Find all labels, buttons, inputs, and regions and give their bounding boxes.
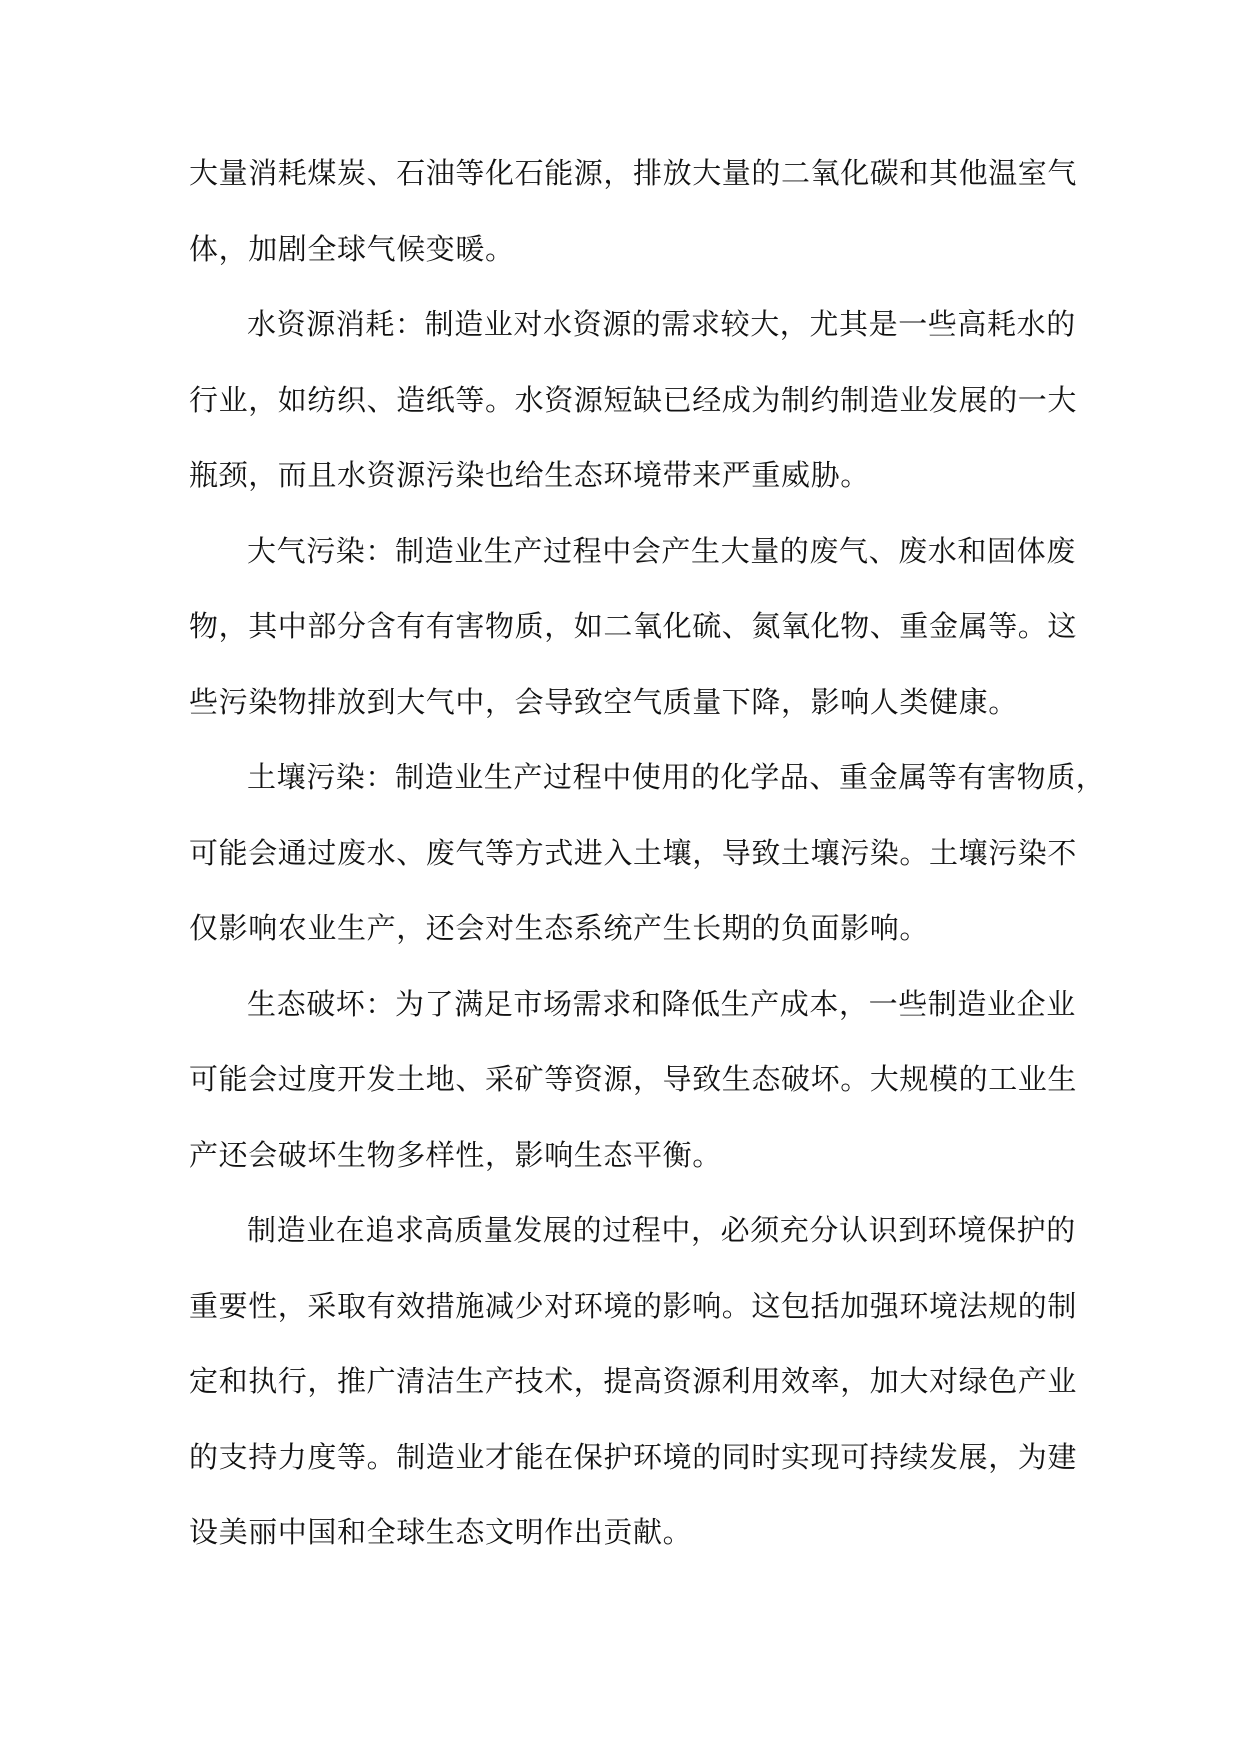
text-line: 行业，如纺织、造纸等。水资源短缺已经成为制约制造业发展的一大 [189,382,1078,417]
text-line: 设美丽中国和全球生态文明作出贡献。 [189,1515,693,1549]
text-line: 水资源消耗：制造业对水资源的需求较大，尤其是一些高耗水的 [247,307,1076,341]
text-line: 体，加剧全球气候变暖。 [189,231,515,266]
text-line: 土壤污染：制造业生产过程中使用的化学品、重金属等有害物质， [247,760,1106,794]
text-line: 可能会过度开发土地、采矿等资源，导致生态破坏。大规模的工业生 [189,1062,1078,1096]
text-line: 物，其中部分含有有害物质，如二氧化硫、氮氧化物、重金属等。这 [189,609,1078,643]
text-line: 大量消耗煤炭、石油等化石能源，排放大量的二氧化碳和其他温室气 [189,156,1078,190]
text-line: 定和执行，推广清洁生产技术，提高资源利用效率，加大对绿色产业 [189,1364,1078,1398]
text-line: 的支持力度等。制造业才能在保护环境的同时实现可持续发展，为建 [189,1439,1078,1474]
text-line: 可能会通过废水、废气等方式进入土壤，导致土壤污染。土壤污染不 [189,835,1078,870]
text-line: 重要性，采取有效措施减少对环境的影响。这包括加强环境法规的制 [189,1288,1078,1323]
text-line: 产还会破坏生物多样性，影响生态平衡。 [189,1137,722,1172]
text-line: 制造业在追求高质量发展的过程中，必须充分认识到环境保护的 [247,1213,1076,1247]
text-line: 大气污染：制造业生产过程中会产生大量的废气、废水和固体废 [247,533,1076,568]
text-line: 仅影响农业生产，还会对生态系统产生长期的负面影响。 [189,911,930,945]
text-line: 些污染物排放到大气中，会导致空气质量下降，影响人类健康。 [189,684,1018,719]
text-line: 瓶颈，而且水资源污染也给生态环境带来严重威胁。 [189,458,870,492]
document-body [189,136,1106,1571]
text-line: 生态破坏：为了满足市场需求和降低生产成本，一些制造业企业 [247,986,1076,1021]
